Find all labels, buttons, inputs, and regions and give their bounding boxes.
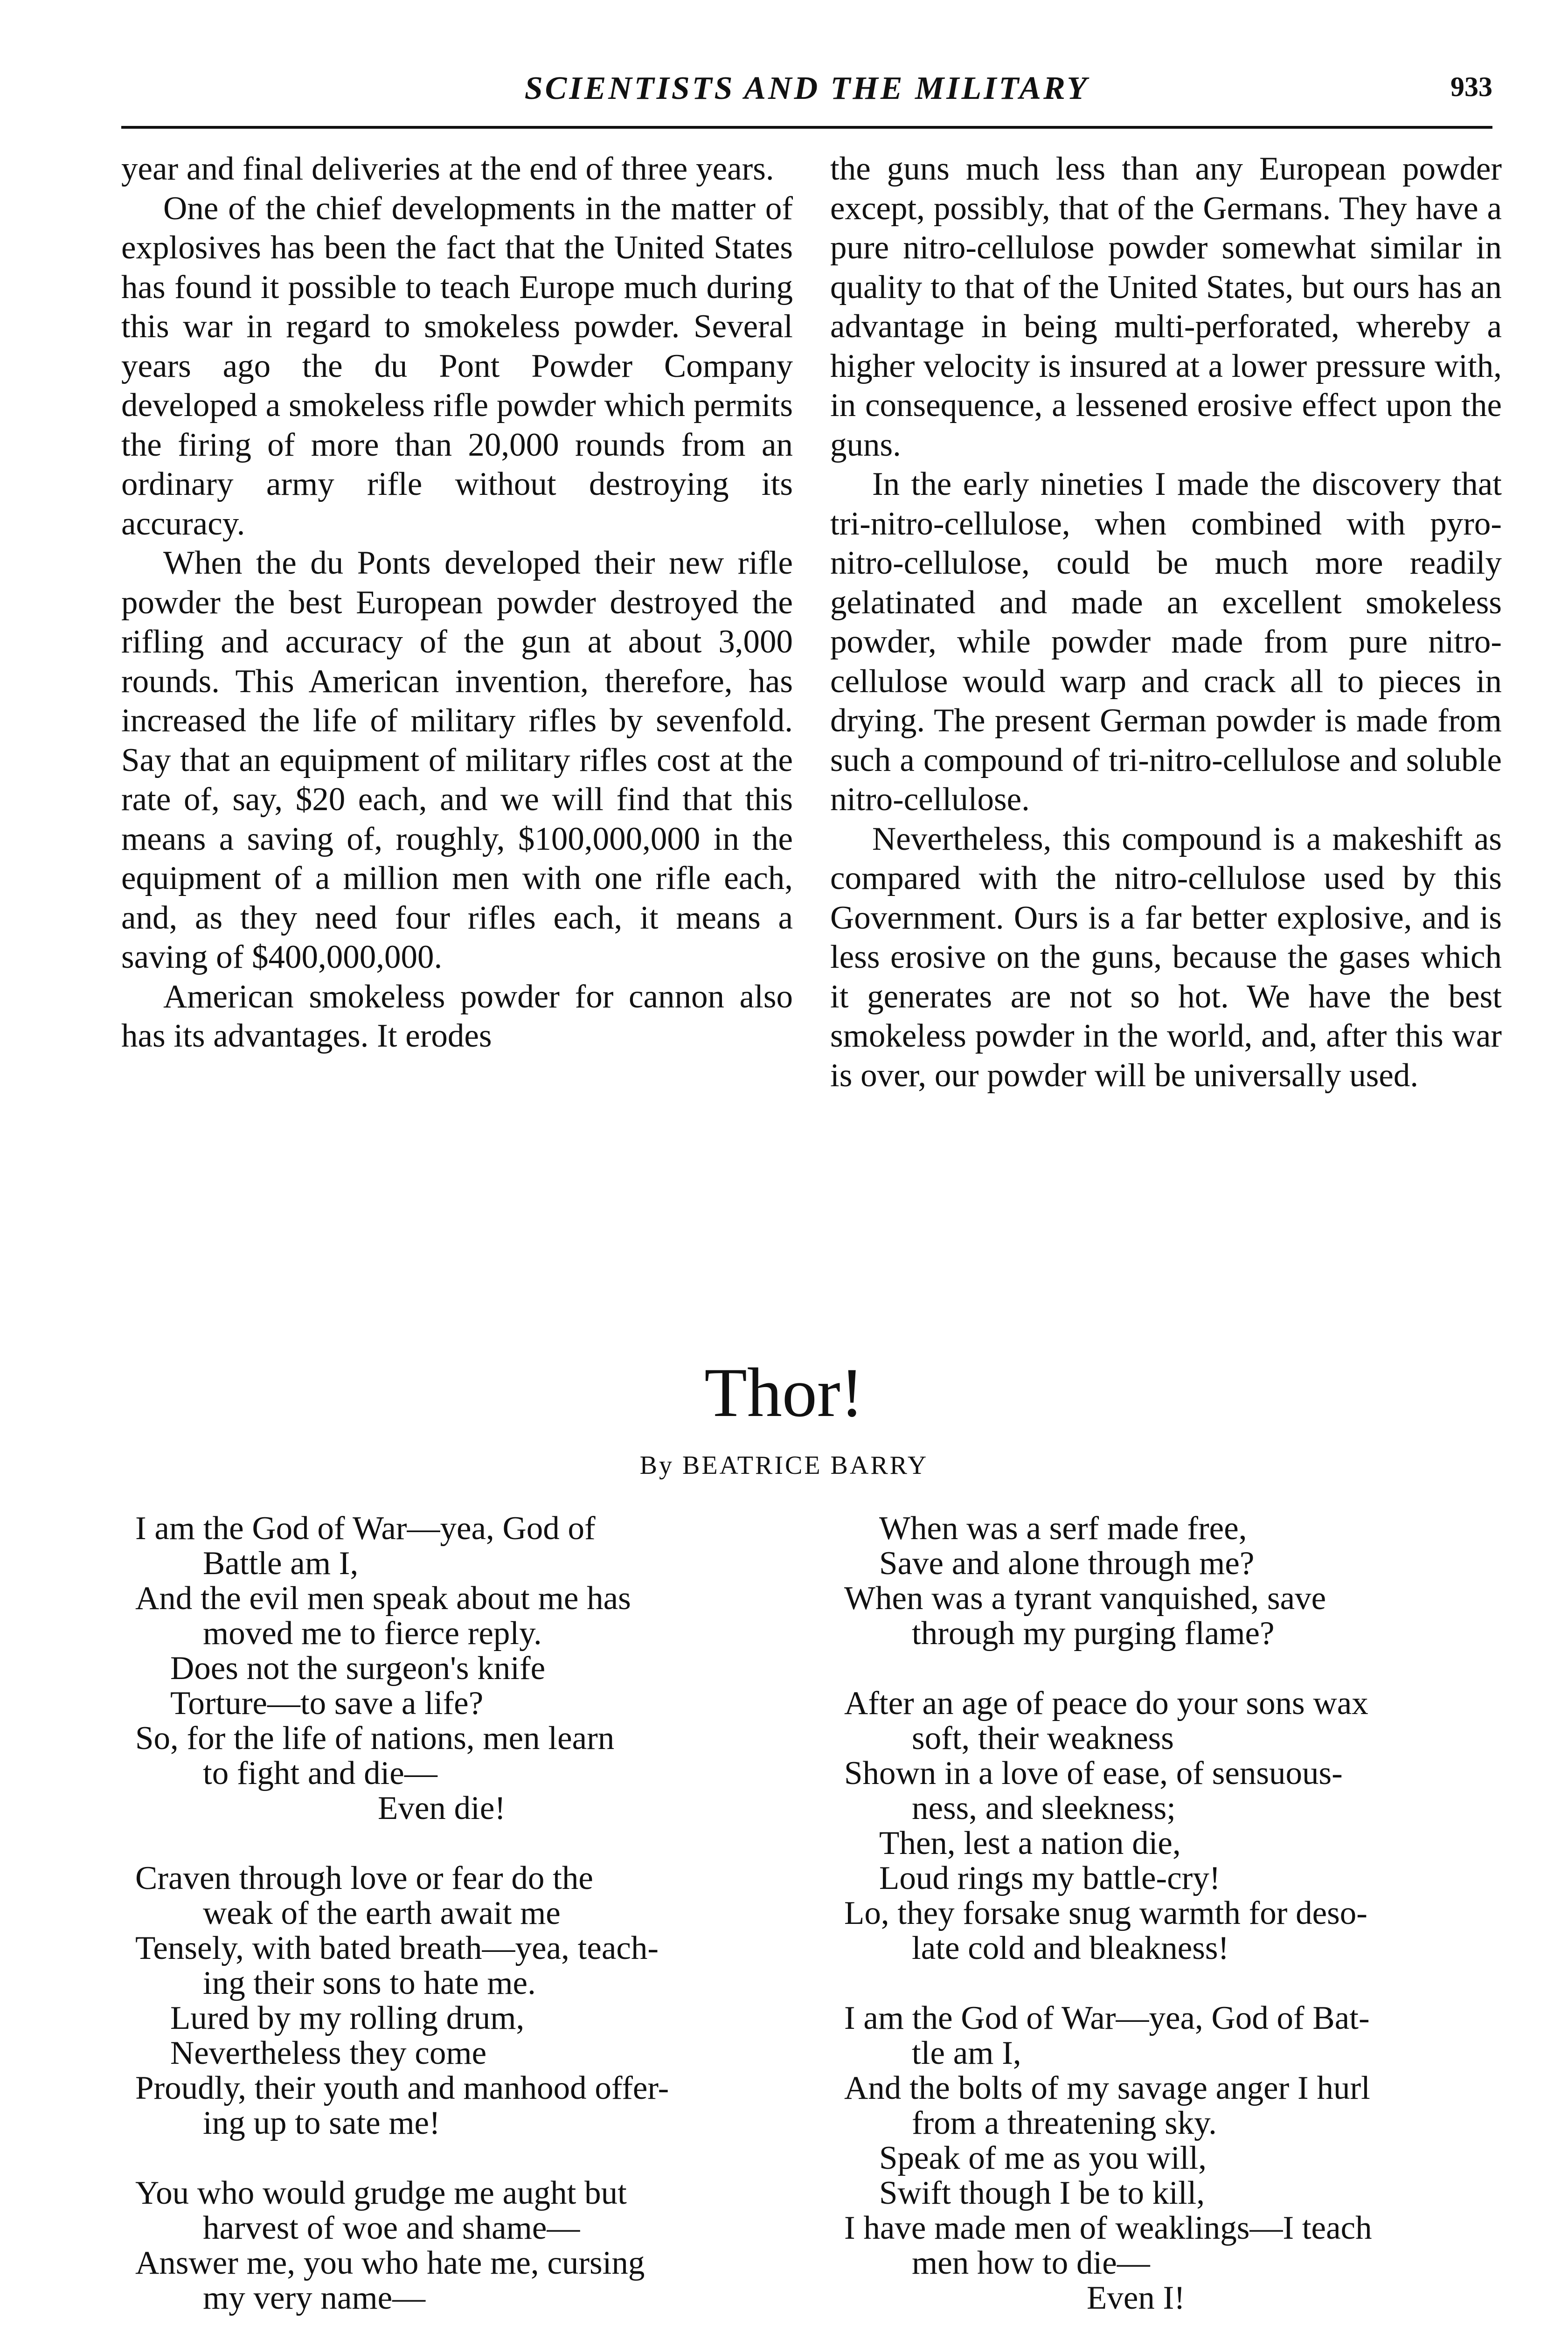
poem-line: tle am I, <box>912 2035 1021 2071</box>
poem-line: moved me to fierce reply. <box>203 1615 542 1652</box>
poem-line: Then, lest a nation die, <box>879 1825 1181 1861</box>
poem-title: Thor! <box>704 1354 864 1431</box>
poem-line: to fight and die— <box>203 1755 437 1791</box>
poem-line: ing their sons to hate me. <box>203 1965 536 2001</box>
poem-line: Nevertheless they come <box>170 2035 487 2071</box>
page-number: 933 <box>1450 71 1492 102</box>
poem-line: Proudly, their youth and manhood offer- <box>135 2070 669 2106</box>
poem-line: Even I! <box>1087 2280 1185 2316</box>
poem-line: from a threatening sky. <box>912 2105 1217 2141</box>
poem-line: Does not the surgeon's knife <box>170 1650 546 1687</box>
poem-stanza <box>844 1686 1516 1966</box>
header-rule <box>121 126 1492 129</box>
poem-line: When was a tyrant vanquished, save <box>844 1580 1326 1617</box>
article-paragraph: the guns much less than any European powder except, possibly, that of the Germans. They have a pure nitro-cellulose powder somewhat similar in quality to that of the United States, but ours has an advantage in being multi-perforated, whereby a higher velocity is insured at a lower pressure with, in consequence, a lessened erosive effect upon the guns. <box>830 151 1502 463</box>
poem-right-column <box>844 1511 1516 2332</box>
article-paragraph: When the du Ponts developed their new rifle powder the best European powder destroyed the rifling and accuracy of the gun at about 3,000 rounds. This American invention, therefore, has increased the life of military rifles by sevenfold. Say that an equipment of military rifles cost at the rate of, say, $20 each, and we will find that this means a saving of, roughly, $100,000,000 in the equipment of a million men with one rifle each, and, as they need four rifles each, it means a saving of $400,000,000. <box>121 545 793 975</box>
poem-line: Battle am I, <box>203 1545 359 1582</box>
poem-line: Shown in a love of ease, of sensuous- <box>844 1755 1343 1791</box>
poem-line: When was a serf made free, <box>879 1510 1247 1547</box>
poem-line: Lo, they forsake snug warmth for deso- <box>844 1895 1367 1931</box>
poem-line: late cold and bleakness! <box>912 1930 1229 1966</box>
poem-line: Lured by my rolling drum, <box>170 2000 525 2036</box>
poem-left-column <box>135 1511 807 2332</box>
poem-line: I have made men of weaklings—I teach <box>844 2210 1372 2246</box>
poem-line: men how to die— <box>912 2245 1150 2281</box>
poem-line: You who would grudge me aught but <box>135 2175 627 2211</box>
poem-stanza <box>844 2001 1516 2316</box>
poem-line: After an age of peace do your sons wax <box>844 1685 1368 1721</box>
poem-stanza <box>135 1861 807 2141</box>
poem-line: soft, their weakness <box>912 1720 1174 1756</box>
poem-line: I am the God of War—yea, God of Bat- <box>844 2000 1370 2036</box>
article-paragraph: In the early nineties I made the discovery that tri-nitro-cellulose, when combined with pyro-nitro-cellulose, could be much more readily gelatinated and made an excellent smokeless powder, while powder made from pure nitro-cellulose would warp and crack all to pieces in drying. The present German powder is made from such a compound of tri-nitro-cellulose and soluble nitro-cellulose. <box>830 466 1502 818</box>
poem-line: harvest of woe and shame— <box>203 2210 580 2246</box>
poem-line: Loud rings my battle-cry! <box>879 1860 1221 1896</box>
poem-line: ness, and sleekness; <box>912 1790 1176 1826</box>
poem-line: Torture—to save a life? <box>170 1685 484 1721</box>
poem-line: Speak of me as you will, <box>879 2140 1207 2176</box>
article-paragraph: One of the chief developments in the matter of explosives has been the fact that the United States has found it possible to teach Europe much during this war in regard to smokeless powder. Several years ago the du Pont Powder Company developed a smokeless rifle powder which permits the firing of more than 20,000 rounds from an ordinary army rifle without destroying its accuracy. <box>121 190 793 542</box>
poem-body <box>135 1511 1506 2332</box>
poem-line: weak of the earth await me <box>203 1895 561 1931</box>
poem-byline: By BEATRICE BARRY <box>639 1451 929 1480</box>
poem-line: through my purging flame? <box>912 1615 1275 1652</box>
poem-line: my very name— <box>203 2280 426 2316</box>
poem-stanza <box>844 1511 1516 1651</box>
running-title: SCIENTISTS AND THE MILITARY <box>524 70 1089 106</box>
article-paragraph: American smokeless powder for cannon also has its advantages. It erodes <box>121 978 793 1054</box>
poem-line: ing up to sate me! <box>203 2105 440 2141</box>
poem-line: Tensely, with bated breath—yea, teach- <box>135 1930 659 1966</box>
article-paragraph: Nevertheless, this compound is a makeshift as compared with the nitro-cellulose used by this Government. Ours is a far better explosive, and is less erosive on the guns, because the gases which it generates are not so hot. We have the best smokeless powder in the world, and, after this war is over, our powder will be universally used. <box>830 820 1502 1094</box>
poem-line: Swift though I be to kill, <box>879 2175 1205 2211</box>
poem-line: Save and alone through me? <box>879 1545 1255 1582</box>
poem-line: And the evil men speak about me has <box>135 1580 631 1617</box>
poem-stanza <box>135 2176 807 2316</box>
running-header <box>121 70 1492 112</box>
poem-line: And the bolts of my savage anger I hurl <box>844 2070 1370 2106</box>
poem-line: Even die! <box>378 1790 506 1826</box>
poem-stanza <box>135 1511 807 1826</box>
article-paragraph: year and final deliveries at the end of three years. <box>121 151 774 187</box>
poem-line: Answer me, you who hate me, cursing <box>135 2245 645 2281</box>
article-right-column <box>830 149 1502 1095</box>
poem-line: Craven through love or fear do the <box>135 1860 593 1896</box>
article-left-column <box>121 149 793 1056</box>
poem-line: So, for the life of nations, men learn <box>135 1720 615 1756</box>
poem-line: I am the God of War—yea, God of <box>135 1510 596 1547</box>
article-body <box>121 149 1502 1315</box>
